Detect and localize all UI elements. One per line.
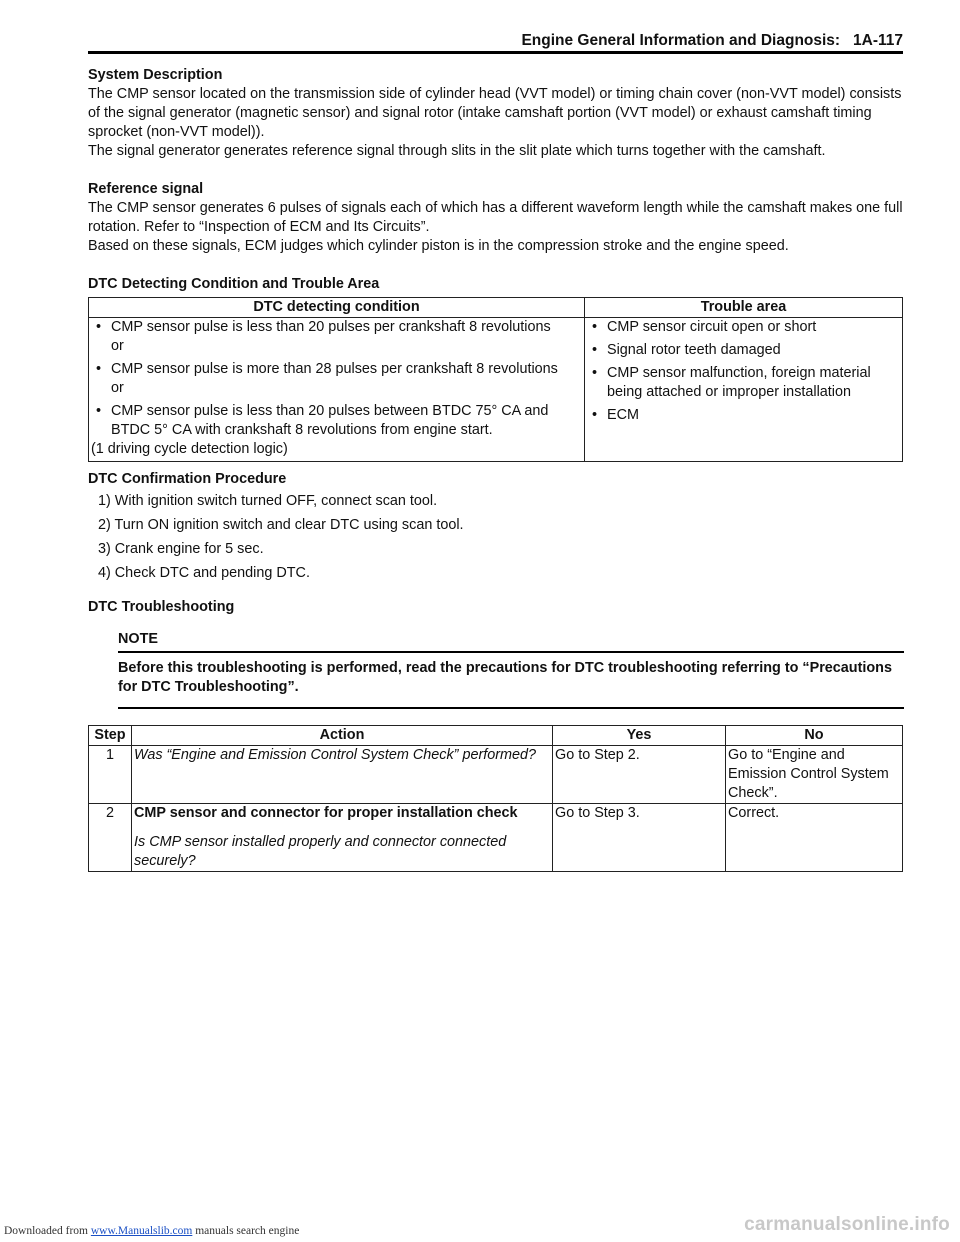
- no-result: Go to “Engine and Emission Control System Check”.: [726, 746, 903, 804]
- footer-suffix: manuals search engine: [192, 1225, 300, 1237]
- footer-prefix: Downloaded from: [4, 1225, 88, 1237]
- note-rule: [118, 651, 904, 653]
- col-header-trouble: Trouble area: [585, 298, 903, 318]
- table-row: [89, 804, 903, 872]
- system-description-para1: The CMP sensor located on the transmission side of cylinder head (VVT model) or timing chain cover (non-VVT model) consists of the signal generator (magnetic sensor) and signal rotor (intake camshaft portion (VVT model) or exhaust camshaft timing sprocket (non-VVT model)).: [88, 86, 902, 140]
- action-question: Was “Engine and Emission Control System Check” performed?: [132, 746, 553, 804]
- system-description-para2: The signal generator generates reference signal through slits in the slit plate which turns together with the camshaft.: [88, 143, 826, 159]
- download-footer: [4, 1225, 299, 1237]
- confirmation-title: DTC Confirmation Procedure: [88, 471, 287, 487]
- page-content: [88, 66, 903, 872]
- trouble-item: • Signal rotor teeth damaged: [587, 341, 900, 360]
- no-result: Correct.: [726, 804, 903, 872]
- procedure-step: 2) Turn ON ignition switch and clear DTC using scan tool.: [98, 517, 464, 533]
- note-box: [118, 629, 904, 709]
- troubleshooting-title: DTC Troubleshooting: [88, 599, 235, 615]
- condition-item: • CMP sensor pulse is more than 28 pulses per crankshaft 8 revolutions: [91, 360, 582, 379]
- running-header: [88, 32, 903, 50]
- yes-result: Go to Step 2.: [553, 746, 726, 804]
- confirmation-steps: [88, 489, 903, 585]
- col-header-action: Action: [132, 726, 553, 746]
- detection-logic-text: (1 driving cycle detection logic): [91, 441, 288, 457]
- reference-signal-title: Reference signal: [88, 181, 204, 197]
- watermark-logo: carmanualsonline.info: [744, 1214, 950, 1235]
- procedure-step: 4) Check DTC and pending DTC.: [98, 565, 310, 581]
- dtc-condition-table: [88, 297, 903, 462]
- header-rule: [88, 51, 903, 54]
- or-text: or: [111, 338, 124, 354]
- col-header-condition: DTC detecting condition: [89, 298, 585, 318]
- action-question: Is CMP sensor installed properly and connector connected securely?: [134, 834, 507, 869]
- note-label: NOTE: [118, 631, 158, 647]
- condition-item: • CMP sensor pulse is less than 20 pulses per crankshaft 8 revolutions: [91, 318, 582, 337]
- reference-signal-para1: The CMP sensor generates 6 pulses of signals each of which has a different waveform length while the camshaft makes one full rotation. Refer to “Inspection of ECM and Its Circuits”.: [88, 200, 903, 235]
- dtc-condition-title: DTC Detecting Condition and Trouble Area: [88, 276, 380, 292]
- col-header-no: No: [726, 726, 903, 746]
- or-text: or: [111, 380, 124, 396]
- action-cell: [132, 804, 553, 872]
- table-row: [89, 746, 903, 804]
- trouble-item: • ECM: [587, 406, 900, 425]
- action-title: CMP sensor and connector for proper installation check: [134, 805, 518, 821]
- note-text: Before this troubleshooting is performed, read the precautions for DTC troubleshooting referring to “Precautions for DTC Troubleshooting”.: [118, 660, 892, 695]
- procedure-step: 1) With ignition switch turned OFF, connect scan tool.: [98, 493, 438, 509]
- col-header-step: Step: [89, 726, 132, 746]
- troubleshooting-table: [88, 725, 903, 872]
- manualslib-link[interactable]: www.Manualslib.com: [90, 1225, 193, 1237]
- page-number: 1A-117: [853, 32, 903, 49]
- system-description-title: System Description: [88, 67, 223, 83]
- col-header-yes: Yes: [553, 726, 726, 746]
- trouble-area-cell: [585, 318, 903, 462]
- trouble-item: • CMP sensor malfunction, foreign material being attached or improper installation: [587, 364, 900, 402]
- condition-item: • CMP sensor pulse is less than 20 pulses between BTDC 75° CA and BTDC 5° CA with crankshaft 8 revolutions from engine start.: [91, 402, 582, 440]
- reference-signal-para2: Based on these signals, ECM judges which cylinder piston is in the compression stroke and the engine speed.: [88, 238, 789, 254]
- step-number: 2: [89, 804, 132, 872]
- condition-cell: [89, 318, 585, 462]
- procedure-step: 3) Crank engine for 5 sec.: [98, 541, 264, 557]
- trouble-item: • CMP sensor circuit open or short: [587, 318, 900, 337]
- yes-result: Go to Step 3.: [553, 804, 726, 872]
- step-number: 1: [89, 746, 132, 804]
- header-title: Engine General Information and Diagnosis:: [521, 32, 841, 49]
